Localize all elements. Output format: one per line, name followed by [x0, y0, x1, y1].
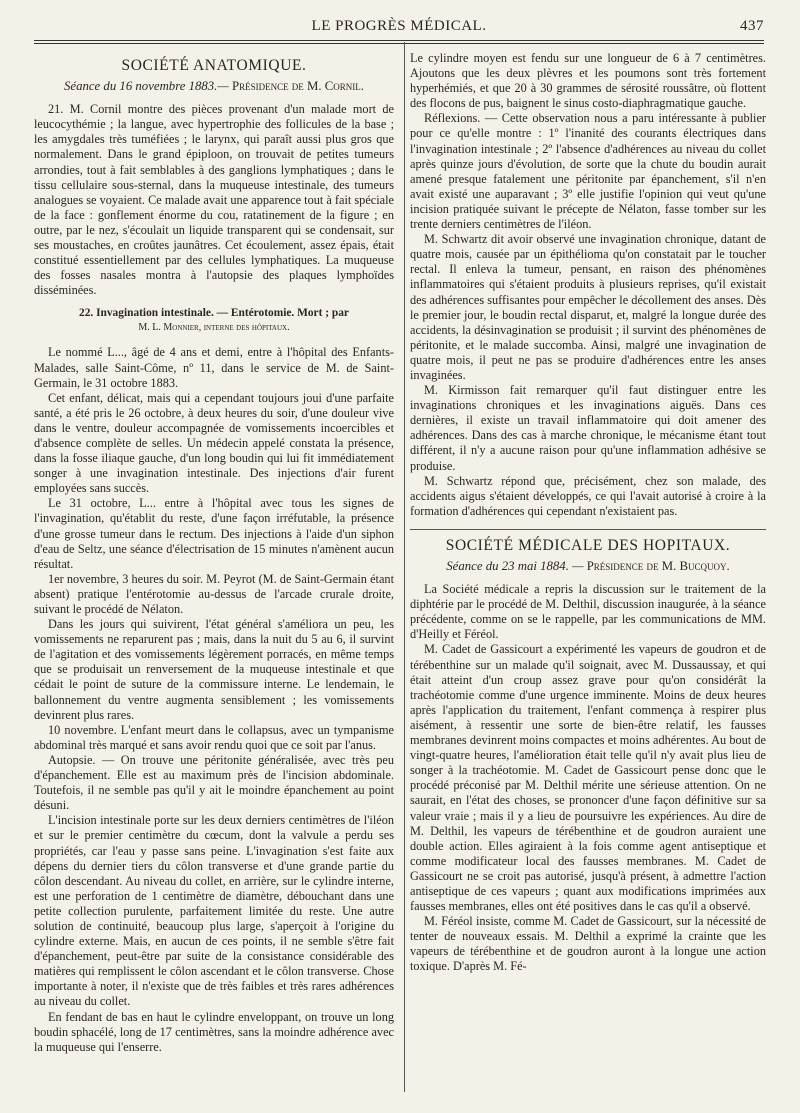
paragraph: Cet enfant, délicat, mais qui a cependant toujours joui d'une parfaite santé, a été pris le 26 octobre, à deux heures du soir, d'une douleur vive dans le ventre, douleur accompagnée de vomissements incoercibles et d'absence complète de selles. Un médecin appelé constata la présence, dans la fosse iliaque gauche, d'un long boudin qui lui fit immédiatement songer à une invagination intestinale. Des injections d'air furent employées sans succès. [34, 390, 394, 496]
paragraph: M. Cadet de Gassicourt a expérimenté les vapeurs de goudron et de térébenthine sur un malade qu'il soignait, avec M. Dussaussay, et qui était atteint d'un croup assez grave pour qu'on considérât la trachéotomie comme d'une urgence imminente. Moins de deux heures après l'application du traitement, l'enfant commença à respirer plus aisément, à ressentir une sorte de bien-être relatif, les fausses membranes devinrent moins compactes et moins adhérentes. Au bout de vingt-quatre heures, l'amélioration était telle qu'il n'y avait plus lieu de songer à la trachéotomie. M. Cadet de Gassicourt pense donc que le procédé préconisé par M. Delthil mérite une sérieuse attention. On ne saurait, en l'état des choses, se prononcer d'une façon définitive sur sa valeur vraie ; mais il y a lieu de poursuivre les expériences. Au dire de M. Delthil, les vapeurs de térébenthine et de goudron auraient une double action. Elles agiraient à la fois comme agent antiseptique et comme modificateur local des fausses membranes. M. Cadet de Gassicourt ne se croit pas autorisé, jusqu'à présent, à admettre l'action antiseptique de ces vapeurs ; quant aux modifications imprimées aux fausses membranes, elles ont été positives dans le cas qu'il a observé. [410, 642, 766, 914]
paragraph: En fendant de bas en haut le cylindre enveloppant, on trouve un long boudin sphacélé, long de 17 centimètres, sans la moindre adhérence avec la muqueuse qui l'enserre. [34, 1009, 394, 1054]
paragraph: Le cylindre moyen est fendu sur une longueur de 6 à 7 centimètres. Ajoutons que les deux plèvres et les poumons sont très fortement hyperhémiés, et que 20 à 30 grammes de sérosité roussâtre, où flottent des flocons de pus, baignent le sinus costo-diaphragmatique gauche. [410, 51, 766, 111]
section-rule [410, 529, 766, 530]
paragraph: La Société médicale a repris la discussion sur le traitement de la diphtérie par le procédé de M. Delthil, discussion inaugurée, à la séance précédente, comme on se le rappelle, par les communications de MM. d'Heilly et Féréol. [410, 582, 766, 642]
article-title [34, 306, 394, 335]
session-date: Séance du 16 novembre 1883.— [63, 79, 229, 94]
section-heading: SOCIÉTÉ MÉDICALE DES HOPITAUX. [445, 536, 731, 554]
running-header [34, 18, 764, 38]
paragraph: 21. M. Cornil montre des pièces provenant d'un malade mort de leucocythémie ; la langue, avec hypertrophie des follicules de la base ; les amygdales très tuméfiées ; le larynx, qui paraît aussi plus gros que normalement. Dans le grand épiploon, on trouvait de petites tumeurs arrondies, tout à fait semblables à des ganglions lymphatiques ; dans le tissu cellulaire sous-sternal, dans la muqueuse intestinale, des tumeurs analogues se voyaient. Ce malade avait une apparence tout à fait spéciale de la face : gonflement énorme du cou, ratatinement de la figure ; en outre, par le nez, s'écoulait un liquide transparent qui se condensait, sur ses moustaches, en croûtes jaunâtres. Cet écoulement, assez épais, était constitué essentiellement par des cellules lymphatiques. La muqueuse des fosses nasales montra à l'autopsie des plaques lymphoïdes disséminées. [34, 102, 394, 298]
paragraph: M. Schwartz dit avoir observé une invagination chronique, datant de quatre mois, causée par un épithélioma qu'on constatait par le toucher rectal. Il enleva la tumeur, pensant, en raison des phénomènes inflammatoires qui s'étaient produits à plusieurs reprises, qu'il existait des adhérences suffisantes pour empêcher le décollement des anses. Dès le premier jour, le boudin rectal disparut, et, malgré la longue durée des accidents, la désinvagination se produisit ; il survint des phénomènes de péritonite, et le malade succomba. Ainsi, malgré une invagination de quatre mois, il peut ne pas se produire d'adhérences entre les anses invaginées. [410, 232, 766, 382]
session-line [34, 79, 394, 94]
paragraph: Réflexions. — Cette observation nous a paru intéressante à publier pour ce qu'elle montre : 1º l'inanité des courants électriques dans l'invagination intestinale ; 2º l'absence d'adhérences au niveau du collet après quinze jours d'évolution, de sorte que la chute du boudin aurait amené presque fatalement une péritonite par épanchement, s'il n'en avait existé une auparavant ; 3º elle justifie l'opinion qui veut qu'une incision pratiquée suivant le précepte de Nélaton, fasse tomber sur les trente derniers centimètres de l'iléon. [410, 111, 766, 232]
article-title-text: 22. Invagination intestinale. — Entérotomie. Mort ; par [79, 307, 349, 320]
paragraph: Le nommé L..., âgé de 4 ans et demi, entre à l'hôpital des Enfants-Malades, salle Saint-Côme, nº 11, dans le service de M. de Saint-Germain, le 31 octobre 1883. [34, 345, 394, 390]
right-column [410, 51, 766, 975]
paragraph: Autopsie. — On trouve une péritonite généralisée, avec très peu d'épanchement. Elle est au maximum près de l'incision abdominale. Toutefois, il ne semble pas qu'il y ait le moindre épanchement au point désuni. [34, 752, 394, 813]
paragraph: 1er novembre, 3 heures du soir. M. Peyrot (M. de Saint-Germain étant absent) pratique l'entérotomie au-dessus de l'arcade crurale droite, suivant le procédé de Nélaton. [34, 571, 394, 616]
page-number: 437 [740, 18, 764, 34]
paragraph: Dans les jours qui suivirent, l'état général s'améliora un peu, les vomissements ne reparurent pas ; mais, dans la nuit du 5 au 6, il survint de l'agitation et des vomissements légèrement porracés, en même temps que se produisait un renversement de la muqueuse intestinale et que cédait le point de suture de la commissure interne. Le lendemain, le ballonnement du ventre augmenta sensiblement ; les vomissements devinrent plus rares. [34, 617, 394, 722]
paragraph: L'incision intestinale porte sur les deux derniers centimètres de l'iléon et sur le premier centimètre du cœcum, dont la valvule a perdu ses propriétés, car l'eau y passe sans peine. L'invagination s'est faite aux dépens du dernier tiers du côlon transverse et d'une grande partie du côlon descendant. Au niveau du collet, en arrière, sur le cylindre interne, est une perforation de 1 centimètre de diamètre, débouchant dans une petite collection purulente, parfaitement limitée du reste. Une autre solution de continuité, beaucoup plus large, s'aperçoit à l'origine du cylindre externe. Mais, en aucun de ces points, il ne semble s'être fait d'épanchement, peut-être par suite de la consistance considérable des matières qui remplissent le côlon ascendant et le côlon transverse. Chose importante à noter, il n'existe que de très faibles et très rares adhérences au niveau du collet. [34, 813, 394, 1009]
column-separator [404, 42, 405, 1092]
paragraph: 10 novembre. L'enfant meurt dans le collapsus, avec un tympanisme abdominal très marqué et sans avoir rendu quoi que ce soit par l'anus. [34, 722, 394, 752]
header-rule-2 [34, 43, 764, 44]
header-rule [34, 40, 764, 41]
journal-title: LE PROGRÈS MÉDICAL. [311, 18, 487, 34]
left-column [34, 54, 394, 1055]
paragraph: M. Schwartz répond que, précisément, chez son malade, des accidents aigus s'étaient développés, ce qui l'avait autorisé à croire à la formation d'adhérences qui cependant n'existaient pas. [410, 473, 766, 518]
session-president: Présidence de M. Cornil. [231, 79, 364, 94]
session-line [410, 559, 766, 574]
session-president: Présidence de M. Bucquoy. [586, 559, 730, 573]
article-author: M. L. Monnier, interne des hôpitaux. [138, 322, 290, 334]
paragraph: M. Féréol insiste, comme M. Cadet de Gassicourt, sur la nécessité de tenter de nouveaux essais. M. Delthil a exprimé la crainte que les vapeurs de térébenthine et de goudron auront à la longue une action toxique. D'après M. Fé- [410, 914, 766, 974]
paragraph: Le 31 octobre, L... entre à l'hôpital avec tous les signes de l'invagination, qu'établit du reste, d'une façon irréfutable, la présence d'une grosse tumeur dans le rectum. Des injections à l'aide d'un siphon d'eau de Seltz, une séance d'électrisation de 15 minutes n'amènent aucun résultat. [34, 496, 394, 571]
paragraph: M. Kirmisson fait remarquer qu'il faut distinguer entre les invaginations chroniques et les invaginations aiguës. Dans ces dernières, il existe un travail inflammatoire qui doit amener des adhérences. Dans des cas à marche chronique, le mécanisme étant tout différent, il n'y a aucune raison pour qu'une inflammation adhésive se produise. [410, 383, 766, 473]
session-date: Séance du 23 mai 1884. — [446, 559, 584, 573]
section-heading: SOCIÉTÉ ANATOMIQUE. [121, 57, 307, 74]
